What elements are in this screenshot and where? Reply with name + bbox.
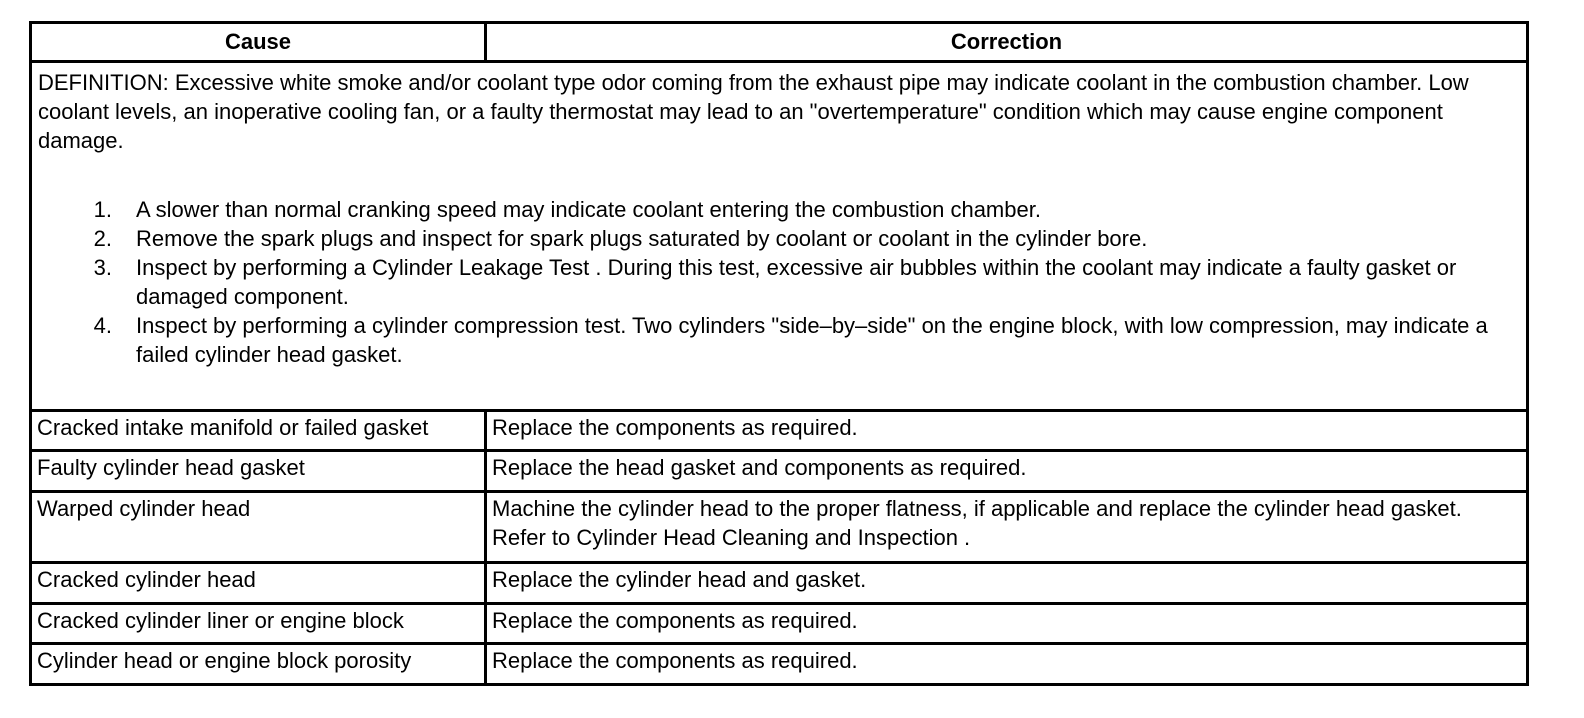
correction-cell: Replace the head gasket and components as required. [492,455,1027,480]
correction-cell: Replace the components as required. [492,608,858,633]
diagnostic-steps-list [38,195,1520,369]
cause-cell: Faulty cylinder head gasket [32,452,487,490]
list-item [38,253,1520,311]
correction-cell: Replace the components as required. [492,415,858,440]
table-row [32,602,1526,642]
step-number: 1. [93,197,112,222]
step-text: Inspect by performing a Cylinder Leakage Test . During this test, excessive air bubbles within the coolant may indicate a faulty gasket or damaged component. [136,255,1457,309]
step-number: 2. [93,226,112,251]
definition-cell [32,63,1526,409]
table-row [32,561,1526,602]
cause-cell: Cracked intake manifold or failed gasket [32,412,487,449]
cause-cell: Cracked cylinder liner or engine block [32,605,487,642]
step-number: 4. [93,313,112,338]
cause-column-header: Cause [32,24,487,60]
table-row [32,409,1526,449]
correction-cell: Machine the cylinder head to the proper flatness, if applicable and replace the cylinder head gasket. Refer to Cylinder Head Cleaning and Inspection . [492,496,1462,550]
correction-column-header: Correction [950,29,1063,54]
cause-cell: Cracked cylinder head [32,564,487,602]
table-row [32,642,1526,683]
cause-cell: Warped cylinder head [32,493,487,561]
list-item [38,311,1520,369]
table-header-row [32,24,1526,60]
table-row [32,490,1526,561]
cause-cell: Cylinder head or engine block porosity [32,645,487,683]
table-row [32,449,1526,490]
list-item [38,195,1520,224]
definition-text: DEFINITION: Excessive white smoke and/or coolant type odor coming from the exhaust pipe may indicate coolant in the combustion chamber. Low coolant levels, an inoperative cooling fan, or a faulty thermostat may lead to an "overtemperature" condition which may cause engine component damage. [38,70,1469,153]
step-text: A slower than normal cranking speed may indicate coolant entering the combustion chamber. [136,197,1041,222]
definition-row [32,60,1526,409]
list-item [38,224,1520,253]
correction-cell: Replace the components as required. [492,648,858,673]
diagnosis-table [29,21,1529,686]
step-text: Remove the spark plugs and inspect for spark plugs saturated by coolant or coolant in the cylinder bore. [136,226,1148,251]
step-text: Inspect by performing a cylinder compression test. Two cylinders "side–by–side" on the engine block, with low compression, may indicate a failed cylinder head gasket. [136,313,1488,367]
step-number: 3. [93,255,112,280]
correction-cell: Replace the cylinder head and gasket. [492,567,867,592]
